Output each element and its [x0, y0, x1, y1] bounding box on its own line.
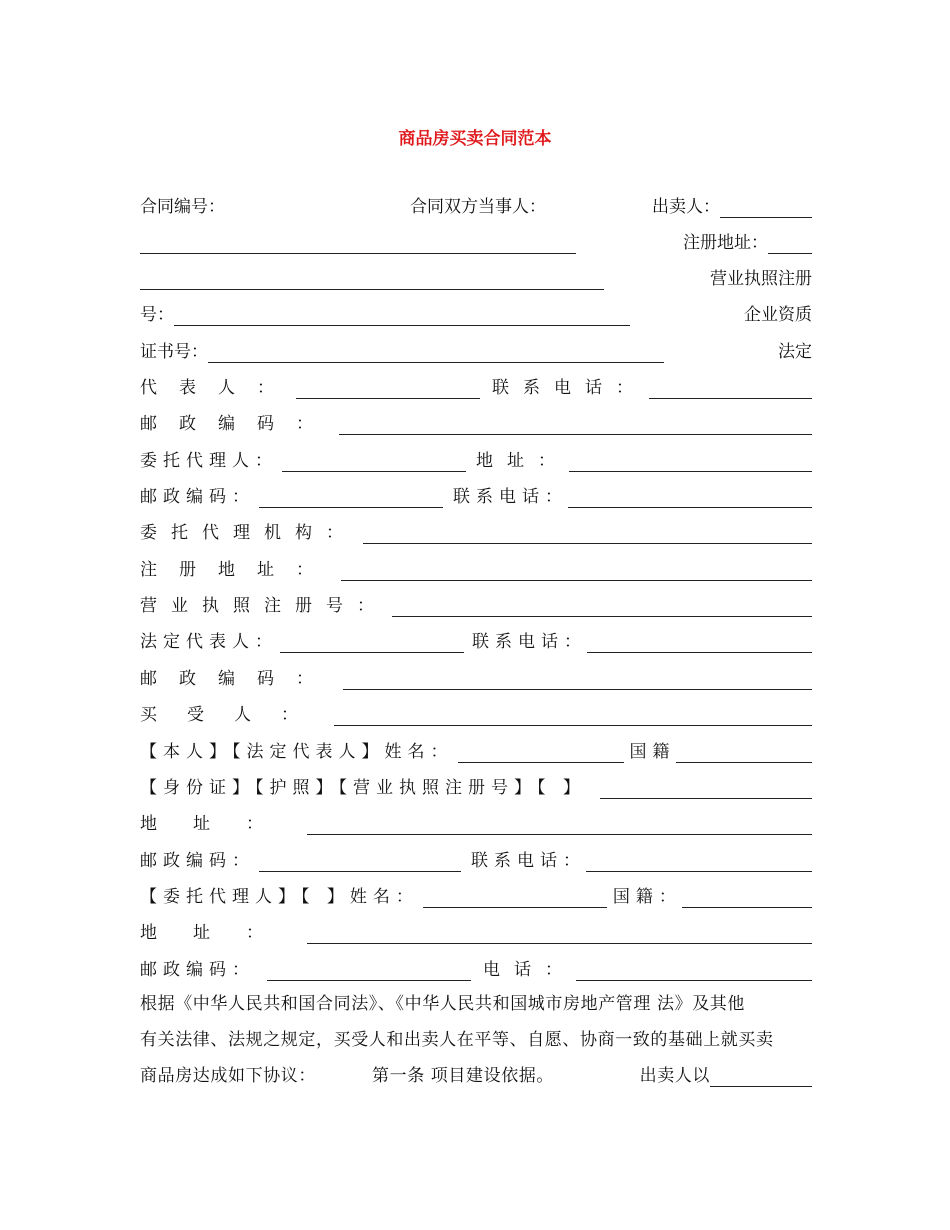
business-license-number-label: 营业执照注册号：	[140, 596, 388, 616]
agency-postal-row	[140, 664, 812, 690]
seller-basis-text: 出卖人以	[639, 1066, 710, 1086]
seller-address-row	[140, 228, 812, 254]
business-license-number-blank[interactable]	[392, 596, 812, 617]
business-license-label: 营业执照注册	[710, 269, 812, 289]
buyer-name-row	[140, 737, 812, 763]
address-label: 地址：	[476, 451, 569, 471]
postal-code-label: 邮政编码：	[140, 487, 255, 507]
agent-row	[140, 446, 812, 472]
license-number-row	[140, 300, 812, 326]
agency-row	[140, 518, 812, 544]
seller-basis-blank[interactable]	[710, 1062, 812, 1087]
postal-code-label: 邮政编码：	[140, 851, 255, 871]
seller-blank[interactable]	[720, 197, 812, 218]
phone-label: 联系电话：	[453, 487, 568, 507]
agreement-text: 商品房达成如下协议：	[140, 1066, 316, 1086]
article-one-heading: 第一条 项目建设依据。	[372, 1066, 555, 1086]
address-label: 地址：	[140, 923, 299, 943]
certificate-row	[140, 337, 812, 363]
nationality-label: 国籍	[629, 742, 676, 762]
agent-blank[interactable]	[282, 451, 466, 472]
preamble-line-1: 根据《中华人民共和国合同法》、《中华人民共和国城市房地产管理 法》及其他	[140, 994, 746, 1014]
id-type-label: 【身份证】【护照】【营业执照注册号】【 】	[140, 778, 586, 798]
phone-label: 联系电话：	[472, 632, 587, 652]
address-blank[interactable]	[307, 814, 812, 835]
phone-label: 联系电话：	[492, 378, 647, 398]
seller-label: 出卖人：	[652, 197, 720, 217]
phone-label: 联系电话：	[471, 851, 586, 871]
seller-name-blank[interactable]	[140, 233, 576, 254]
nationality-blank[interactable]	[676, 742, 813, 763]
address-label: 地址：	[140, 814, 299, 834]
nationality-blank[interactable]	[682, 887, 812, 908]
phone-blank[interactable]	[576, 960, 812, 981]
registered-address-blank[interactable]	[341, 560, 812, 581]
legal-representative-label: 法定代表人：	[140, 632, 278, 652]
buyer-agent-address-row	[140, 918, 812, 944]
registered-address-label: 注册地址：	[140, 560, 335, 580]
phone-blank[interactable]	[568, 487, 812, 508]
agency-blank[interactable]	[363, 523, 812, 544]
buyer-agent-row	[140, 882, 812, 908]
agent-address-blank[interactable]	[569, 451, 812, 472]
buyer-blank[interactable]	[334, 705, 812, 726]
phone-blank[interactable]	[586, 851, 812, 872]
agent-postal-row	[140, 482, 812, 508]
buyer-id-row	[140, 773, 812, 799]
address-blank[interactable]	[307, 923, 812, 944]
agency-license-row	[140, 591, 812, 617]
postal-row	[140, 409, 812, 435]
number-suffix-label: 号：	[140, 305, 174, 325]
postal-code-blank[interactable]	[343, 669, 812, 690]
phone-blank[interactable]	[587, 632, 812, 653]
buyer-agent-name-blank[interactable]	[423, 887, 607, 908]
buyer-identity-label: 【本人】【法定代表人】姓名：	[140, 742, 454, 762]
buyer-agent-postal-row	[140, 955, 812, 981]
registered-address-blank[interactable]	[768, 233, 812, 254]
certificate-number-label: 证书号：	[140, 342, 208, 362]
postal-code-blank[interactable]	[259, 851, 461, 872]
phone-blank[interactable]	[649, 378, 812, 399]
nationality-label: 国籍：	[612, 887, 682, 907]
registered-address-blank-cont[interactable]	[140, 269, 604, 290]
postal-code-blank[interactable]	[267, 960, 471, 981]
qualification-label: 企业资质	[744, 305, 812, 325]
preamble-paragraph	[140, 986, 812, 1094]
agent-label: 委托代理人：	[140, 451, 278, 471]
contract-number-label: 合同编号：	[140, 197, 225, 217]
postal-code-label: 邮政编码：	[140, 960, 255, 980]
representative-label: 代表人：	[140, 378, 296, 398]
parties-label: 合同双方当事人：	[410, 197, 546, 217]
buyer-postal-row	[140, 846, 812, 872]
representative-blank[interactable]	[296, 378, 480, 399]
buyer-row	[140, 700, 812, 726]
agency-address-row	[140, 555, 812, 581]
postal-code-blank[interactable]	[339, 414, 812, 435]
legal-label: 法定	[778, 342, 812, 362]
representative-row	[140, 373, 812, 399]
registered-address-label: 注册地址：	[683, 233, 768, 253]
agency-representative-row	[140, 627, 812, 653]
agency-label: 委托代理机构：	[140, 523, 357, 543]
business-license-blank[interactable]	[174, 305, 630, 326]
postal-code-blank[interactable]	[259, 487, 443, 508]
phone-label: 电话：	[483, 960, 576, 980]
buyer-address-row	[140, 809, 812, 835]
buyer-name-blank[interactable]	[458, 742, 624, 763]
license-row	[140, 264, 812, 290]
document-title: 商品房买卖合同范本	[398, 129, 552, 149]
contract-header-row	[140, 192, 812, 218]
id-number-blank[interactable]	[600, 778, 812, 799]
postal-code-label: 邮政编码：	[140, 414, 335, 434]
buyer-label: 买受人：	[140, 705, 328, 725]
preamble-line-2: 有关法律、法规之规定，买受人和出卖人在平等、自愿、协商一致的基础上就买卖	[140, 1030, 774, 1050]
buyer-agent-label: 【委托代理人】【 】姓名：	[140, 887, 419, 907]
postal-code-label: 邮政编码：	[140, 669, 335, 689]
preamble-line-3	[140, 1058, 812, 1094]
certificate-number-blank[interactable]	[208, 342, 664, 363]
legal-representative-blank[interactable]	[280, 632, 464, 653]
